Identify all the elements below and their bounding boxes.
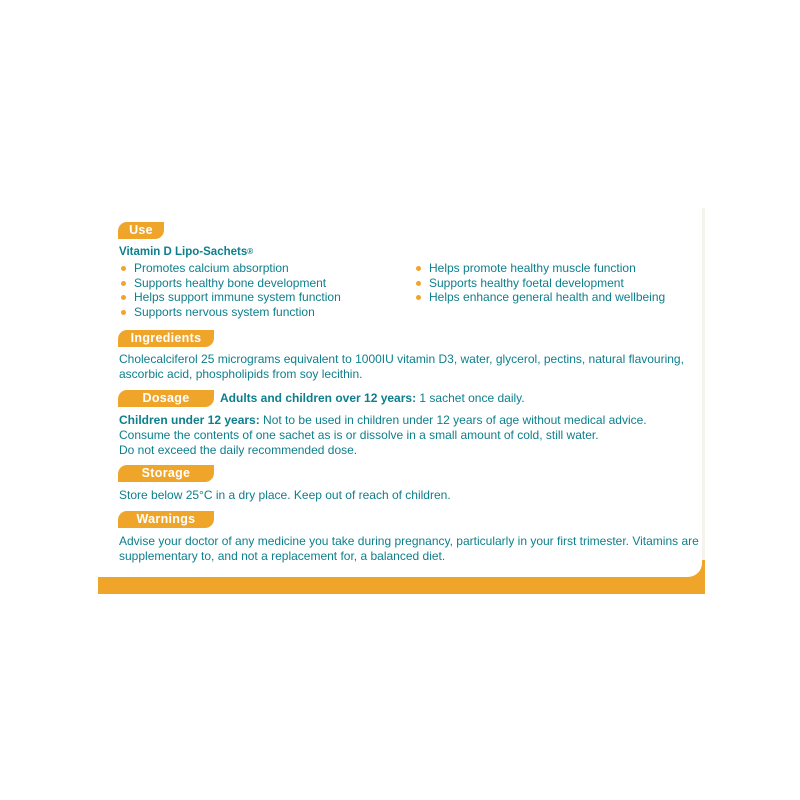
use-heading: Use [118, 222, 164, 239]
list-item-text: Helps promote healthy muscle function [429, 261, 636, 275]
bullet-icon [416, 266, 421, 271]
ingredients-heading: Ingredients [118, 330, 214, 347]
dosage-adults-label: Adults and children over 12 years: [220, 391, 417, 405]
bullet-icon [121, 295, 126, 300]
dosage-adults [220, 391, 525, 406]
product-name-text: Vitamin D Lipo-Sachets [119, 246, 248, 258]
use-bullets-right [414, 261, 665, 305]
bullet-icon [416, 295, 421, 300]
list-item [119, 290, 341, 305]
warnings-line-1: Advise your doctor of any medicine you take during pregnancy, particularly in your first trimester. Vitamins are [119, 534, 699, 548]
bullet-icon [121, 310, 126, 315]
list-item-text: Supports nervous system function [134, 304, 315, 319]
list-item [414, 261, 665, 276]
panel-content [98, 208, 702, 577]
list-item [119, 276, 341, 291]
registered-mark: ® [247, 247, 254, 256]
product-info-panel [98, 208, 705, 594]
dosage-adults-text: 1 sachet once daily. [416, 391, 525, 405]
warnings-line-2: supplementary to, and not a replacement for, a balanced diet. [119, 549, 446, 563]
dosage-heading: Dosage [118, 390, 214, 407]
list-item-text: Supports healthy foetal development [429, 275, 624, 290]
ingredients-line-1: Cholecalciferol 25 micrograms equivalent to 1000IU vitamin D3, water, glycerol, pectins, natural flavouring, [119, 352, 684, 366]
list-item-text: Helps support immune system function [134, 290, 341, 304]
list-item-text: Promotes calcium absorption [134, 261, 289, 275]
list-item-text: Helps enhance general health and wellbeing [429, 290, 666, 304]
list-item-text: Supports healthy bone development [134, 275, 327, 290]
bullet-icon [121, 281, 126, 286]
dosage-children-text: Not to be used in children under 12 years of age without medical advice. [259, 413, 647, 427]
use-bullets-left [119, 261, 341, 319]
dosage-children-label: Children under 12 years: [119, 413, 260, 427]
list-item [119, 305, 341, 320]
bullet-icon [416, 281, 421, 286]
list-item [119, 261, 341, 276]
dosage-children [119, 413, 647, 428]
warnings-heading: Warnings [118, 511, 214, 528]
storage-text: Store below 25°C in a dry place. Keep out of reach of children. [119, 488, 451, 502]
dosage-line-3: Do not exceed the daily recommended dose. [119, 443, 358, 457]
bullet-icon [121, 266, 126, 271]
dosage-line-2: Consume the contents of one sachet as is or dissolve in a small amount of cold, still water. [119, 428, 599, 442]
product-name [119, 245, 253, 260]
list-item [414, 276, 665, 291]
list-item [414, 290, 665, 305]
ingredients-line-2: ascorbic acid, phospholipids from soy lecithin. [119, 367, 363, 381]
storage-heading: Storage [118, 465, 214, 482]
